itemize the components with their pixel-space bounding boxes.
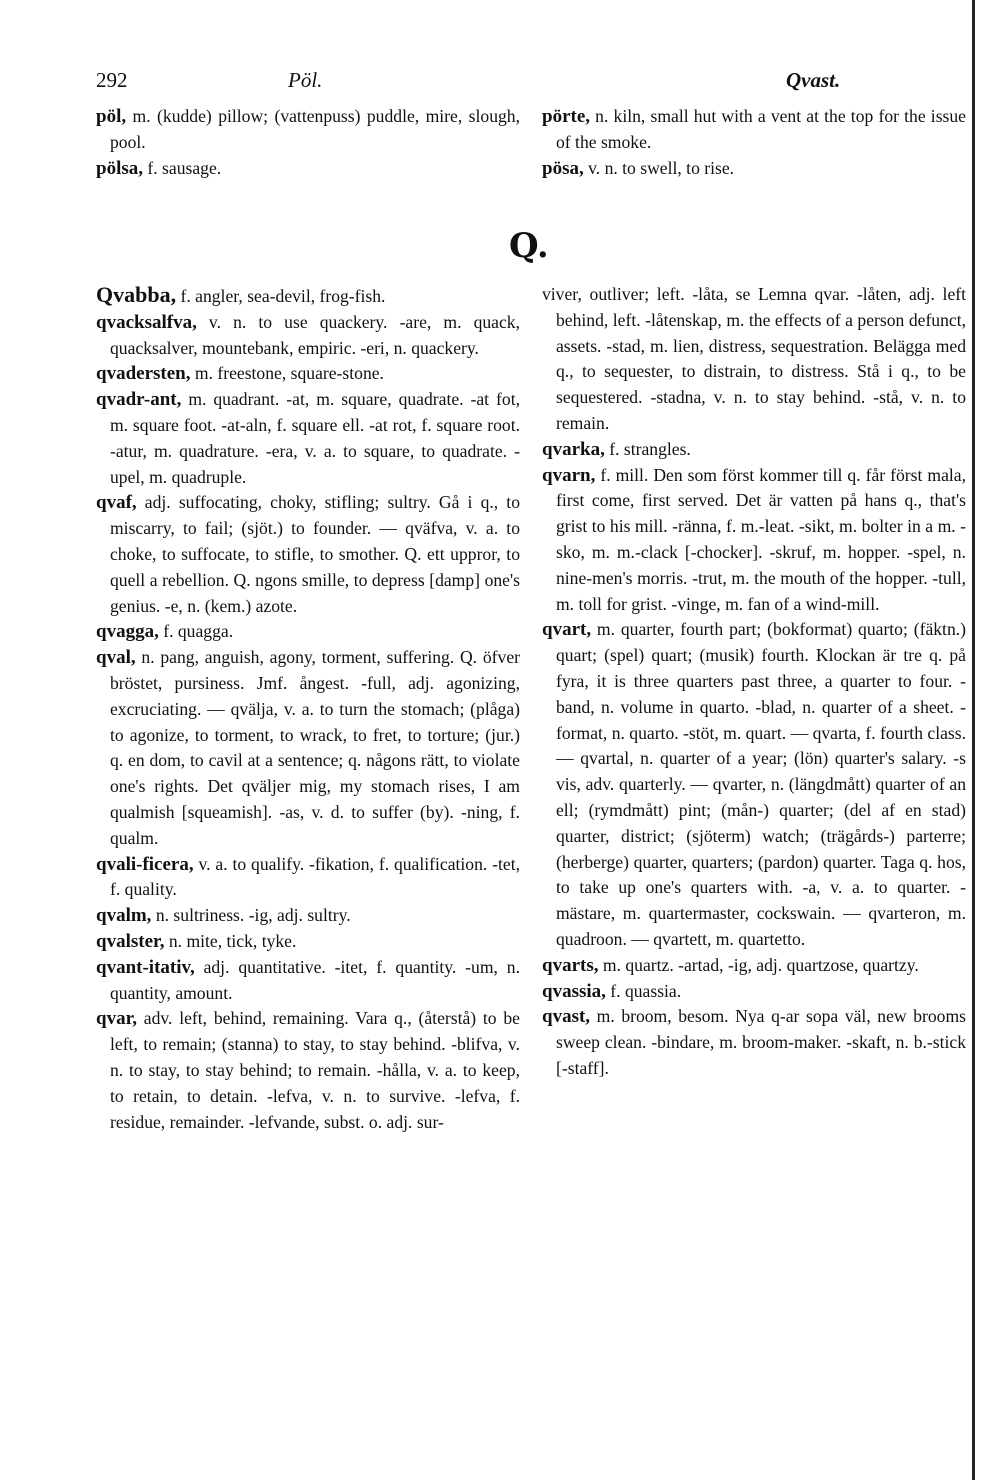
headword: pölsa, [96, 157, 143, 179]
headword: qval, [96, 647, 136, 669]
headword: qvast, [542, 1006, 591, 1028]
definition: adj. suffocating, choky, stifling; sultry. Gå i q., to miscarry, to fail; (sjöt.) to founder. — qväfva, v. a. to choke, to suffocate, to stifle, to smother. Q. ett uppror, to quell a rebellion. Q. ngons smille, to depress [damp] one's genius. -e, n. (kem.) azote. [110, 492, 520, 616]
definition: v. n. to use quackery. -are, m. quack, quacksalver, mountebank, empiric. -eri, n. quackery. [110, 311, 520, 358]
definition: v. a. to qualify. -fikation, f. qualification. -tet, f. quality. [110, 853, 520, 900]
column-top-right [542, 104, 966, 181]
headword: qvarn, [542, 464, 596, 486]
dictionary-entry [542, 156, 966, 182]
headword: qvarka, [542, 438, 605, 460]
headword: qvadersten, [96, 363, 191, 385]
headword: pöl, [96, 106, 127, 127]
dictionary-entry [542, 617, 966, 952]
definition: n. sultriness. -ig, adj. sultry. [151, 905, 351, 926]
definition: viver, outliver; left. -låta, se Lemna qvar. -låten, adj. left behind, left. -låtenskap, m. the effects of a person defunct, assets. -stad, m. lien, distress, sequestration. Belägga med q., to sequester, to distrain, to distress. Stå i q., to be sequestered. -stadna, v. n. to stay behind. -stå, v. n. to remain. [542, 284, 966, 433]
definition: f. mill. Den som först kommer till q. får först mala, first come, first served. Det är vatten på hans q., that's grist to his mill. -ränna, f. m.-leat. -sikt, m. bolter in a m. -sko, m. m.-clack [-chocker]. -skruf, m. hopper. -spel, n. nine-men's morris. -trut, m. the mouth of the hopper. -tull, m. toll for grist. -vinge, m. fan of a wind-mill. [556, 464, 966, 614]
headword: qvalster, [96, 930, 165, 952]
headword: qvadr-ant, [96, 389, 182, 411]
definition: m. quartz. -artad, -ig, adj. quartzose, quartzy. [598, 954, 919, 975]
dictionary-entry [542, 437, 966, 463]
definition: f. quagga. [158, 621, 234, 642]
dictionary-entry [542, 1004, 966, 1081]
dictionary-entry [96, 619, 520, 645]
definition: n. mite, tick, tyke. [164, 930, 297, 951]
page-edge-rule [972, 0, 975, 1480]
headword: qvaf, [96, 492, 137, 514]
definition: f. quassia. [605, 980, 682, 1001]
dictionary-entry [96, 104, 520, 156]
dictionary-entry [96, 955, 520, 1007]
dictionary-entry [542, 953, 966, 979]
dictionary-entry [96, 903, 520, 929]
headword: qvalm, [96, 905, 152, 927]
headword: qvarts, [542, 954, 599, 976]
headword: qvali-ficera, [96, 853, 194, 875]
headword: Qvabba, [96, 282, 177, 307]
definition: f. sausage. [143, 157, 222, 178]
definition: m. quarter, fourth part; (bokformat) quarto; (fäktn.) quart; (spel) quart; (musik) fourth. Klockan är tre q. på fyra, it is three quarters past three, a quarter to four. -band, n. volume in quarto. -blad, n. quarter of a sheet. -format, n. quarto. -stöt, m. quart. — qvarta, f. fourth class. — qvartal, n. quarter of a year; (lön) quarter's salary. -s vis, adv. quarterly. — qvarter, n. (längdmått) quarter of an ell; (rymdmått) pint; (mån-) quarter; (del af en stad) quarter, district; (sjöterm) watch; (trägårds-) parterre; (herberge) quarter, quarters; (pardon) quarter. Taga q. hos, to take up one's quarters with. -a, v. a. to quarter. -mästare, m. quartermaster, cockswain. — qvarteron, m. quadroon. — qvartett, m. quartetto. [556, 619, 966, 949]
dictionary-entry [542, 104, 966, 156]
column-right [542, 282, 966, 1082]
headword: pösa, [542, 157, 584, 179]
page-number: 292 [96, 68, 128, 92]
page-header [96, 68, 972, 98]
definition: m. freestone, square-stone. [190, 363, 384, 384]
headword: qvart, [542, 619, 592, 641]
dictionary-entry [96, 361, 520, 387]
headword: qvagga, [96, 621, 159, 643]
dictionary-entry [542, 979, 966, 1005]
definition: m. (kudde) pillow; (vattenpuss) puddle, mire, slough, pool. [110, 106, 520, 152]
definition: adv. left, behind, remaining. Vara q., (återstå) to be left, to remain; (stanna) to stay, to stay behind. -blifva, v. n. to stay, to stay behind; to remain. -hålla, v. a. to keep, to retain, to detain. -lefva, v. n. to survive. -lefva, f. residue, remainder. -lefvande, subst. o. adj. sur- [110, 1008, 520, 1132]
definition: f. strangles. [604, 438, 691, 459]
definition: adj. quantitative. -itet, f. quantity. -um, n. quantity, amount. [110, 956, 520, 1003]
definition: m. quadrant. -at, m. square, quadrate. -at fot, m. square foot. -at-aln, f. square ell. -at rot, f. square root. -atur, m. quadrature. -era, v. a. to square, to quadrate. -upel, m. quadruple. [110, 389, 520, 487]
dictionary-entry [96, 490, 520, 619]
definition: v. n. to swell, to rise. [583, 157, 735, 178]
headword: pörte, [542, 106, 591, 127]
column-left [96, 282, 520, 1135]
headword: qvant-itativ, [96, 956, 195, 978]
dictionary-entry [96, 645, 520, 851]
column-top-left [96, 104, 520, 181]
dictionary-entry [542, 463, 966, 618]
headword: qvassia, [542, 980, 606, 1002]
headword: qvacksalfva, [96, 311, 197, 333]
definition: f. angler, sea-devil, frog-fish. [176, 286, 386, 306]
definition: m. broom, besom. Nya q-ar sopa väl, new brooms sweep clean. -bindare, m. broom-maker. -skaft, n. b.-stick [-staff]. [556, 1006, 966, 1078]
definition: n. kiln, small hut with a vent at the top for the issue of the smoke. [556, 106, 966, 152]
dictionary-entry [96, 156, 520, 182]
guide-word-right: Qvast. [786, 68, 841, 92]
dictionary-entry [96, 1006, 520, 1135]
dictionary-entry [96, 929, 520, 955]
dictionary-entry [96, 387, 520, 490]
guide-word-left: Pöl. [288, 68, 323, 92]
headword: qvar, [96, 1008, 138, 1030]
dictionary-entry [96, 282, 520, 310]
definition: n. pang, anguish, agony, torment, suffering. Q. öfver bröstet, pursiness. Jmf. ångest. -full, adj. agonizing, excruciating. — qvälja, v. a. to turn the stomach; (plåga) to agonize, to torment, to wrack, to fret, to torture; (jur.) q. en dom, to cavil at a sentence; q. någons rätt, to violate one's rights. Det qväljer mig, my stomach rises, I am qualmish [squeamish]. -as, v. d. to suffer (by). -ning, f. qualm. [110, 647, 520, 848]
section-letter: Q. [509, 226, 549, 266]
dictionary-entry [96, 310, 520, 362]
dictionary-entry [96, 852, 520, 904]
dictionary-entry-continued [542, 282, 966, 437]
